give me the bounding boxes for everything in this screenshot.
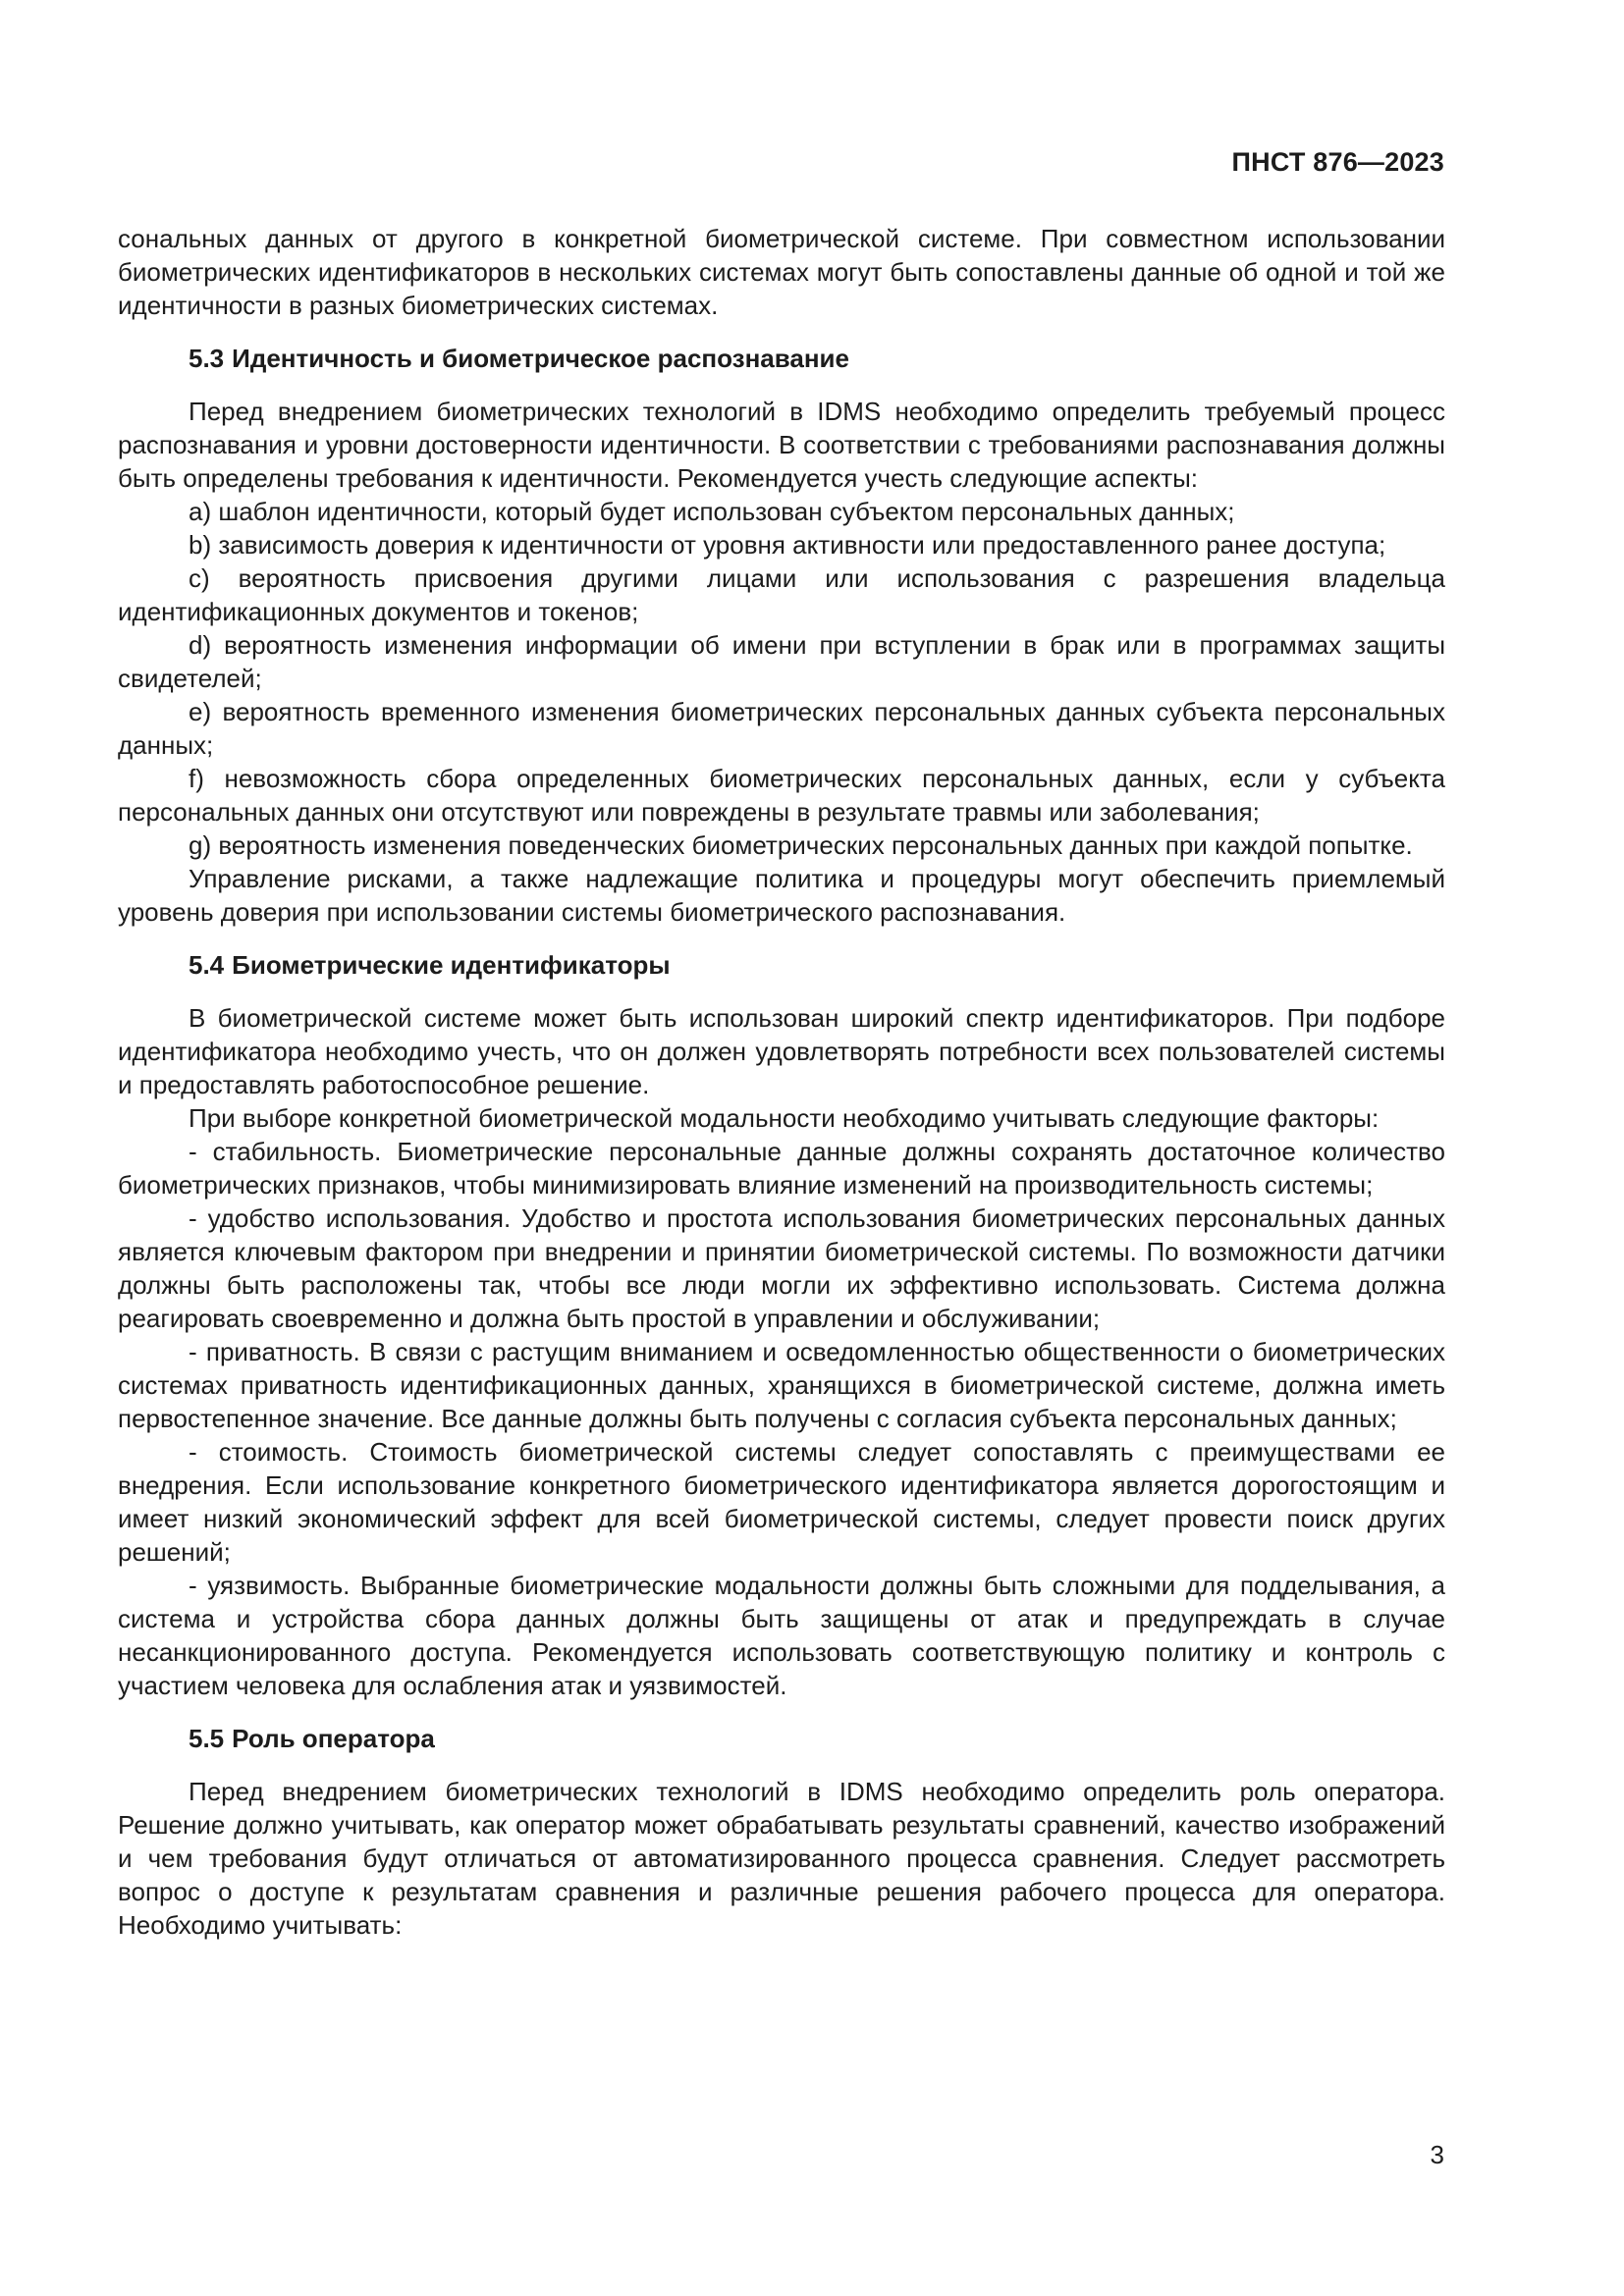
section-5-3-paragraph-2: Управление рисками, а также надлежащие политика и процедуры могут обеспечить приемлемый уровень доверия при использовании системы биометрического распознавания. bbox=[118, 864, 1445, 927]
list-item: - стоимость. Стоимость биометрической системы следует сопоставлять с преимуществами ее внедрения. Если использование конкретного биометрического идентификатора является дорогостоящим и имеет низкий экономический эффект для всей биометрической системы, следует провести поиск других решений; bbox=[118, 1437, 1445, 1567]
list-item: - уязвимость. Выбранные биометрические модальности должны быть сложными для подделывания, а система и устройства сбора данных должны быть защищены от атак и предупреждать в случае несанкционированного доступа. Рекомендуется использовать соответствующую политику и контроль с участием человека для ослабления атак и уязвимостей. bbox=[118, 1571, 1445, 1700]
section-number: 5.4 bbox=[189, 950, 225, 980]
intro-paragraph: сональных данных от другого в конкретной биометрической системе. При совместном использовании биометрических идентификаторов в нескольких системах могут быть сопоставлены данные об одной и той же идентичности в разных биометрических системах. bbox=[118, 224, 1445, 320]
section-5-5-paragraph-1: Перед внедрением биометрических технологий в IDMS необходимо определить роль оператора. Решение должно учитывать, как оператор может обрабатывать результаты сравнений, качество изображений и чем требования будут отличаться от автоматизированного процесса сравнения. Следует рассмотреть вопрос о доступе к результатам сравнения и различные решения рабочего процесса для оператора. Необходимо учитывать: bbox=[118, 1777, 1445, 1940]
section-5-3-paragraph-1: Перед внедрением биометрических технологий в IDMS необходимо определить требуемый процесс распознавания и уровни достоверности идентичности. В соответствии с требованиями распознавания должны быть определены требования к идентичности. Рекомендуется учесть следующие аспекты: bbox=[118, 397, 1445, 493]
page-number: 3 bbox=[1430, 2140, 1444, 2169]
section-5-3-heading bbox=[118, 342, 1445, 375]
section-5-4-paragraph-1: В биометрической системе может быть использован широкий спектр идентификаторов. При подборе идентификатора необходимо учесть, что он должен удовлетворять потребности всех пользователей системы и предоставлять работоспособное решение. bbox=[118, 1003, 1445, 1099]
list-item: c) вероятность присвоения другими лицами или использования с разрешения владельца идентификационных документов и токенов; bbox=[118, 563, 1445, 626]
list-item: - стабильность. Биометрические персональные данные должны сохранять достаточное количество биометрических признаков, чтобы минимизировать влияние изменений на производительность системы; bbox=[118, 1137, 1445, 1200]
document-header: ПНСТ 876—2023 bbox=[1231, 147, 1444, 177]
list-item: f) невозможность сбора определенных биометрических персональных данных, если у субъекта персональных данных они отсутствуют или повреждены в результате травмы или заболевания; bbox=[118, 764, 1445, 827]
list-item: g) вероятность изменения поведенческих биометрических персональных данных при каждой попытке. bbox=[189, 830, 1413, 860]
list-item: a) шаблон идентичности, который будет использован субъектом персональных данных; bbox=[189, 497, 1235, 526]
list-item: - приватность. В связи с растущим вниманием и осведомленностью общественности о биометрических системах приватность идентификационных данных, хранящихся в биометрической системе, должна иметь первостепенное значение. Все данные должны быть получены с согласия субъекта персональных данных; bbox=[118, 1337, 1445, 1433]
section-number: 5.3 bbox=[189, 344, 225, 373]
section-5-4-heading bbox=[118, 948, 1445, 982]
section-title: Идентичность и биометрическое распознавание bbox=[232, 344, 849, 373]
section-number: 5.5 bbox=[189, 1724, 225, 1753]
section-title: Биометрические идентификаторы bbox=[232, 950, 671, 980]
section-title: Роль оператора bbox=[232, 1724, 435, 1753]
list-item: d) вероятность изменения информации об имени при вступлении в брак или в программах защиты свидетелей; bbox=[118, 630, 1445, 693]
list-item: b) зависимость доверия к идентичности от уровня активности или предоставленного ранее доступа; bbox=[189, 530, 1386, 560]
list-item: - удобство использования. Удобство и простота использования биометрических персональных данных является ключевым фактором при внедрении и принятии биометрической системы. По возможности датчики должны быть расположены так, чтобы все люди могли их эффективно использовать. Система должна реагировать своевременно и должна быть простой в управлении и обслуживании; bbox=[118, 1203, 1445, 1333]
section-5-4-paragraph-2: При выборе конкретной биометрической модальности необходимо учитывать следующие факторы: bbox=[189, 1103, 1380, 1133]
document-body bbox=[118, 222, 1445, 1942]
list-item: e) вероятность временного изменения биометрических персональных данных субъекта персональных данных; bbox=[118, 697, 1445, 760]
section-5-5-heading bbox=[118, 1722, 1445, 1755]
